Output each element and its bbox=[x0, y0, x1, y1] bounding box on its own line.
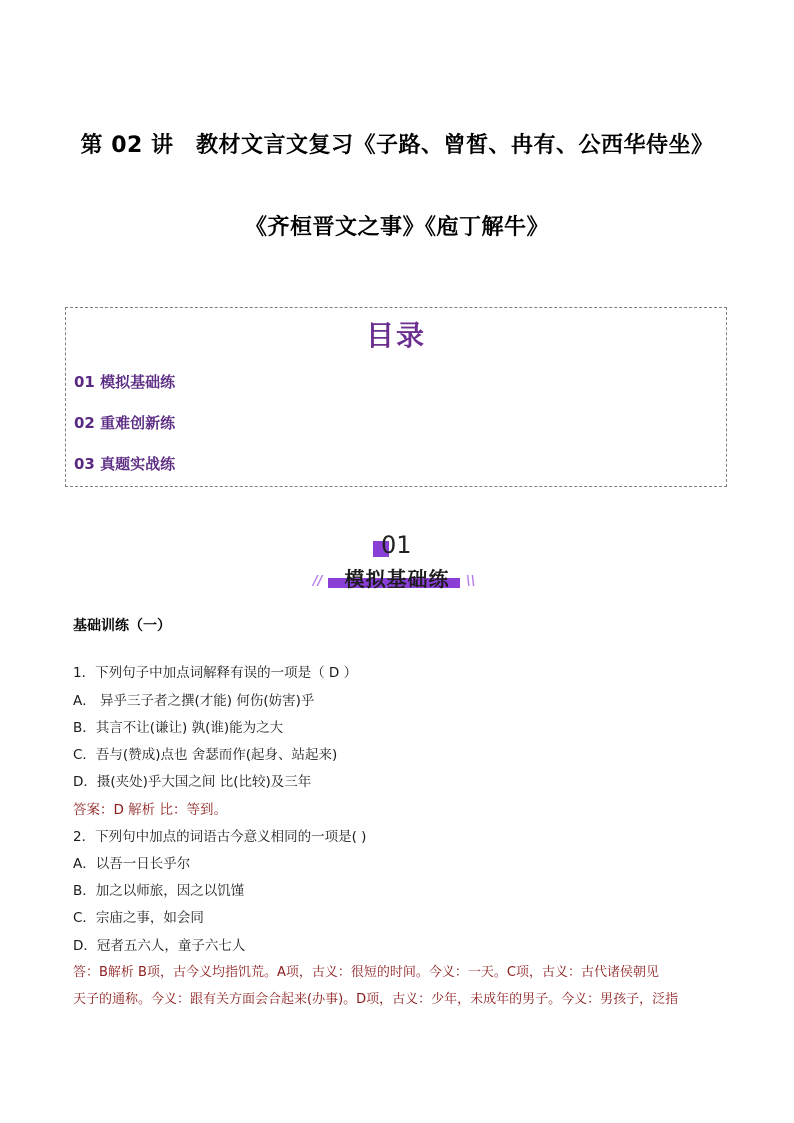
question-1: 1．下列句子中加点词解释有误的一项是（ D ） bbox=[73, 665, 358, 681]
question-1-option-b: B．其言不让(谦让) 孰(谁)能为之大 bbox=[73, 720, 284, 736]
document-title-line-2: 《齐桓晋文之事》《庖丁解牛》 bbox=[244, 215, 549, 240]
question-1-option-c: C．吾与(赞成)点也 舍瑟而作(起身、站起来) bbox=[73, 747, 338, 763]
question-2-option-d: D．冠者五六人，童子六七人 bbox=[73, 938, 246, 954]
document-title-line-1: 第 02 讲 教材文言文复习《子路、曾皙、冉有、公西华侍坐》 bbox=[80, 133, 714, 158]
question-2-answer-line-1: 答：B解析 B项，古今义均指饥荒。A项，古义：很短的时间。今义：一天。C项，古义：古代诸侯朝见 bbox=[73, 965, 659, 980]
question-1-answer: 答案：D 解析 比：等到。 bbox=[73, 802, 227, 818]
section-title: 模拟基础练 bbox=[344, 567, 450, 591]
table-of-contents bbox=[65, 307, 727, 487]
toc-heading: 目录 bbox=[365, 319, 426, 352]
sub-heading: 基础训练（一） bbox=[73, 618, 171, 634]
question-2-option-c: C．宗庙之事，如会同 bbox=[73, 910, 204, 926]
question-2-option-b: B．加之以师旅，因之以饥馑 bbox=[73, 883, 245, 899]
toc-item-real-exam-practice[interactable]: 03 真题实战练 bbox=[74, 455, 176, 473]
section-decor-slash-right: \\ bbox=[466, 574, 476, 589]
toc-item-basic-practice[interactable]: 01 模拟基础练 bbox=[74, 373, 176, 391]
toc-item-innovation-practice[interactable]: 02 重难创新练 bbox=[74, 414, 176, 432]
question-1-option-d: D．摄(夹处)乎大国之间 比(比较)及三年 bbox=[73, 774, 312, 790]
question-2-answer-line-2: 天子的通称。今义：跟有关方面会合起来(办事)。D项，古义：少年，未成年的男子。今义：男孩子，泛指 bbox=[73, 992, 679, 1007]
question-2-option-a: A．以吾一日长乎尔 bbox=[73, 856, 191, 872]
section-decor-slash-left: // bbox=[313, 574, 323, 589]
section-number: 01 bbox=[381, 531, 412, 559]
question-2: 2．下列句中加点的词语古今意义相同的一项是( ) bbox=[73, 829, 367, 845]
question-1-option-a: A． 异乎三子者之撰(才能) 何伤(妨害)乎 bbox=[73, 693, 315, 709]
